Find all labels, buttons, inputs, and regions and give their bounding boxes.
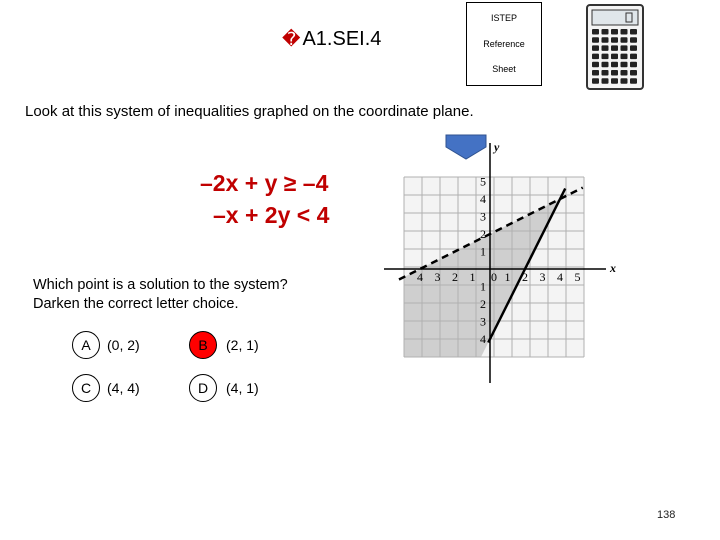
- prompt-text: Look at this system of inequalities graphed on the coordinate plane.: [25, 103, 474, 120]
- down-arrow-icon: [444, 133, 488, 161]
- x-tick-label: 4: [557, 270, 563, 284]
- x-tick-label: 5: [574, 270, 581, 284]
- calculator-key: [592, 37, 599, 43]
- calculator-key: [630, 70, 637, 76]
- calculator-key: [592, 54, 599, 60]
- y-tick-label: 4: [480, 192, 486, 206]
- calculator-key: [602, 62, 609, 68]
- calculator-key: [602, 37, 609, 43]
- calculator-key: [621, 45, 628, 51]
- calculator-key: [611, 54, 618, 60]
- calculator-key: [592, 78, 599, 84]
- y-tick-label: 3: [480, 209, 486, 224]
- calculator-key: [611, 62, 618, 68]
- lesson-title: [282, 28, 381, 51]
- x-tick-label: 2: [452, 270, 458, 284]
- origin-label: 0: [491, 270, 497, 284]
- question-line-1: Which point is a solution to the system?: [33, 277, 288, 293]
- calculator-icon[interactable]: [586, 4, 644, 90]
- x-tick-label: 1: [469, 270, 476, 284]
- calculator-key: [592, 29, 599, 35]
- choice-b-value: (2, 1): [226, 337, 259, 353]
- choice-d-value: (4, 1): [226, 380, 259, 396]
- choice-a-bubble[interactable]: A: [72, 331, 100, 359]
- calculator-key: [621, 29, 628, 35]
- x-tick-label: 4: [417, 270, 423, 284]
- question-text: [33, 276, 288, 314]
- reference-sheet-button[interactable]: [466, 2, 542, 86]
- calculator-key: [611, 78, 618, 84]
- y-tick-label: 2: [480, 227, 486, 241]
- x-tick-label: 1: [504, 270, 511, 284]
- question-line-2: Darken the correct letter choice.: [33, 296, 239, 312]
- inequality-1: –2x + y ≥ –4: [200, 170, 329, 196]
- calculator-key: [592, 70, 599, 76]
- calculator-key: [602, 70, 609, 76]
- y-tick-label: 1: [480, 244, 486, 259]
- calculator-key: [630, 54, 637, 60]
- y-axis-label: y: [494, 140, 500, 154]
- inequality-2: –x + 2y < 4: [213, 202, 330, 228]
- calculator-key: [621, 78, 628, 84]
- calculator-key: [602, 45, 609, 51]
- calculator-key: [630, 62, 637, 68]
- calculator-key: [611, 29, 618, 35]
- calculator-key: [592, 62, 599, 68]
- y-tick-label: 3: [480, 314, 486, 329]
- calculator-key: [611, 45, 618, 51]
- calculator-key: [621, 62, 628, 68]
- choice-a-value: (0, 2): [107, 337, 140, 353]
- choice-c-value: (4, 4): [107, 380, 140, 396]
- page-number: 138: [657, 509, 676, 521]
- reference-line-1: ISTEP: [490, 13, 517, 23]
- y-tick-label: 5: [480, 174, 486, 189]
- calculator-key: [630, 45, 637, 51]
- title-glyph: �: [282, 29, 301, 49]
- y-tick-label: 1: [480, 279, 486, 294]
- calculator-key: [602, 54, 609, 60]
- calculator-key: [621, 54, 628, 60]
- reference-line-2: Reference: [483, 39, 525, 49]
- y-tick-label: 4: [480, 332, 486, 346]
- calculator-key: [592, 45, 599, 51]
- x-tick-label: 3: [539, 270, 546, 284]
- calculator-key: [630, 37, 637, 43]
- calculator-key: [611, 70, 618, 76]
- calculator-key: [621, 37, 628, 43]
- y-tick-label: 2: [480, 297, 486, 311]
- x-tick-label: 3: [434, 270, 441, 284]
- x-axis-label: x: [610, 261, 616, 275]
- choice-b-bubble[interactable]: B: [189, 331, 217, 359]
- calculator-key: [602, 29, 609, 35]
- title-text: A1.SEI.4: [302, 28, 382, 50]
- calculator-key: [630, 29, 637, 35]
- choice-c-bubble[interactable]: C: [72, 374, 100, 402]
- reference-line-3: Sheet: [492, 64, 516, 74]
- calculator-key: [611, 37, 618, 43]
- coordinate-plane: [378, 137, 620, 387]
- choice-d-bubble[interactable]: D: [189, 374, 217, 402]
- calculator-key: [630, 78, 637, 84]
- calculator-key: [602, 78, 609, 84]
- calculator-key: [621, 70, 628, 76]
- x-tick-label: 2: [522, 270, 528, 284]
